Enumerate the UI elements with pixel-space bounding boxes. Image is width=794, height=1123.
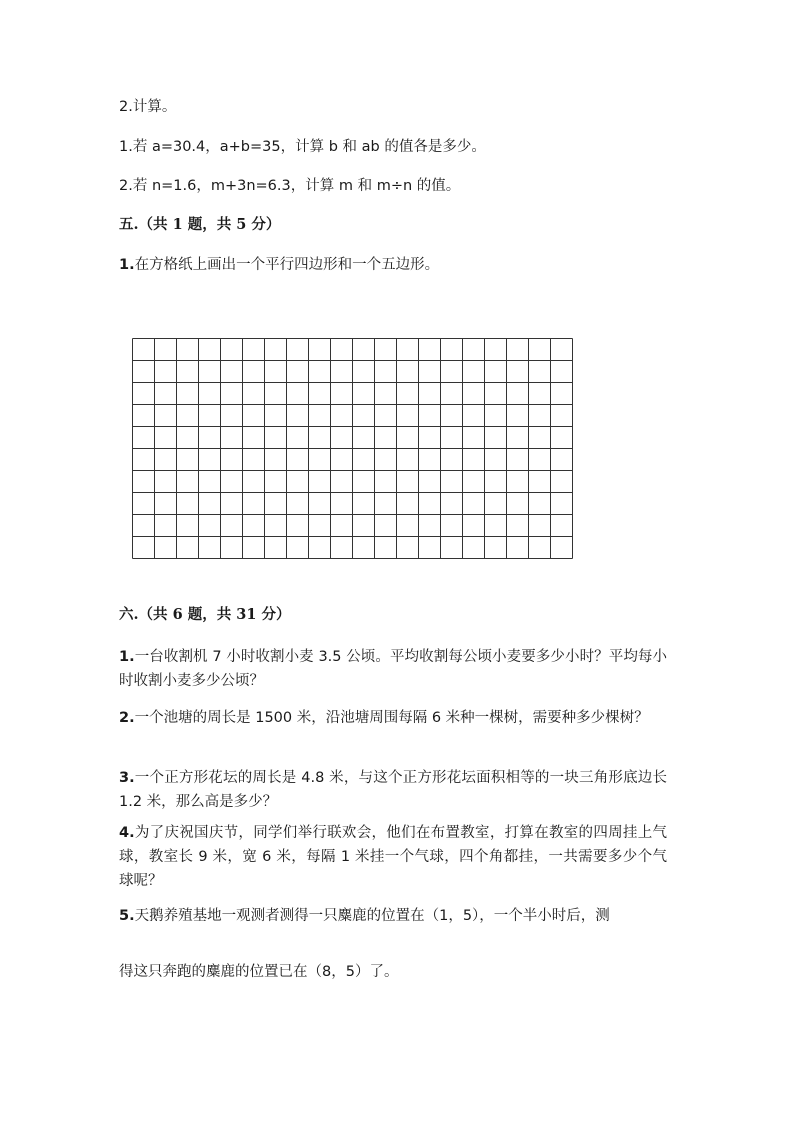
calc-question-1: 1.若 a=30.4，a+b=35，计算 b 和 ab 的值各是多少。 [119,139,486,155]
graph-paper-svg[interactable] [132,338,573,559]
calc-question-2: 2.若 n=1.6，m+3n=6.3，计算 m 和 m÷n 的值。 [119,178,461,194]
question-text: 一个正方形花坛的周长是 4.8 米，与这个正方形花坛面积相等的一块三角形底边长 1.2 米，那么高是多少？ [119,770,667,810]
section-calc-title: 2.计算。 [119,99,177,115]
question-number: 4. [119,825,135,841]
question-number: 5. [119,908,135,924]
question-text: 一个池塘的周长是 1500 米，沿池塘周围每隔 6 米种一棵树，需要种多少棵树？ [134,710,649,726]
graph-paper-grid[interactable] [132,338,573,559]
question-text: 天鹅养殖基地一观测者测得一只麋鹿的位置在（1，5），一个半小时后，测 [134,908,610,924]
question-number: 2. [119,710,135,726]
section-6-question-5-continuation: 得这只奔跑的麋鹿的位置已在（8，5）了。 [119,964,399,980]
section-5-heading: 五.（共 1 题，共 5 分） [119,216,281,233]
section-6-question-5 [119,905,610,927]
section-6-heading: 六.（共 6 题，共 31 分） [119,606,291,623]
section-6-question-4 [119,821,667,893]
question-text: 一台收割机 7 小时收割小麦 3.5 公顷。平均收割每公顷小麦要多少小时？平均每小时收割小麦多少公顷？ [119,649,667,689]
question-text: 在方格纸上画出一个平行四边形和一个五边形。 [134,257,440,273]
question-text: 为了庆祝国庆节，同学们举行联欢会，他们在布置教室，打算在教室的四周挂上气球，教室长 9 米，宽 6 米，每隔 1 米挂一个气球，四个角都挂，一共需要多少个气球呢？ [119,825,667,889]
section-5-question-1 [119,254,439,276]
section-6-question-1 [119,645,667,693]
question-number: 1. [119,257,135,273]
section-6-question-3 [119,766,667,814]
question-number: 3. [119,770,135,786]
section-6-question-2 [119,706,667,730]
question-number: 1. [119,649,135,665]
